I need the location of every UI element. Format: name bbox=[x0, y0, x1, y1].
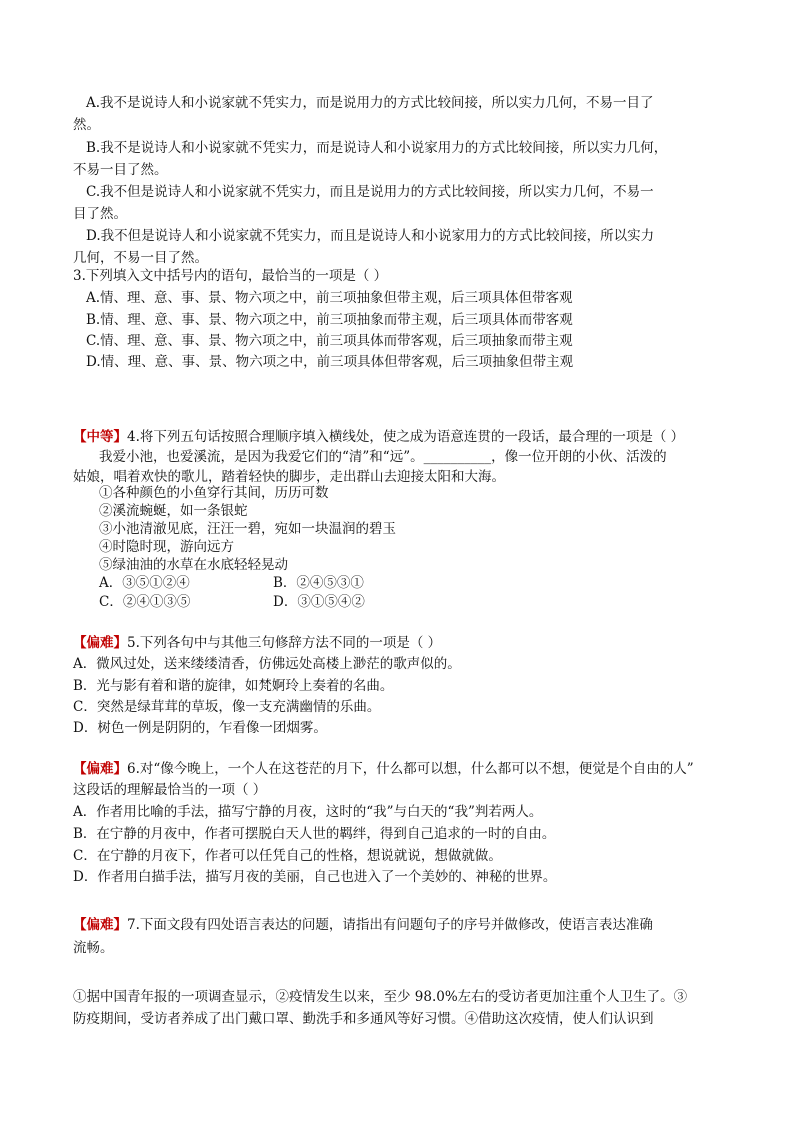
q3-option-d: D.情、理、意、事、景、物六项之中，前三项具体但带客观，后三项抽象但带主观 bbox=[86, 354, 574, 370]
difficulty-badge: 【偏难】 bbox=[73, 917, 127, 933]
q4-item-5: ⑤绿油油的水草在水底轻轻晃动 bbox=[99, 557, 288, 573]
q2-option-a-line2: 然。 bbox=[73, 117, 100, 133]
q5-option-d: D．树色一例是阴阴的，乍看像一团烟雾。 bbox=[73, 720, 327, 736]
q4-passage-line2: 姑娘，唱着欢快的歌儿，踏着轻快的脚步，走出群山去迎接太阳和大海。 bbox=[73, 469, 505, 485]
q4-stem: 4.将下列五句话按照合理顺序填入横线处，使之成为语意连贯的一段话，最合理的一项是（ ） bbox=[127, 429, 685, 445]
q7-passage-line1: ①据中国青年报的一项调查显示，②疫情发生以来，至少 98.0%左右的受访者更加注重个人卫生了。③ bbox=[73, 989, 688, 1005]
q2-option-d-line1: D.我不但是说诗人和小说家就不凭实力，而且是说诗人和小说家用力的方式比较间接，所以实力 bbox=[86, 228, 655, 244]
q6-option-b: B．在宁静的月夜中，作者可摆脱白天人世的羁绊，得到自己追求的一时的自由。 bbox=[73, 826, 556, 842]
q2-option-d-line2: 几何，不易一目了然。 bbox=[73, 250, 208, 266]
q5-option-a: A．微风过处，送来缕缕清香，仿佛远处高楼上渺茫的歌声似的。 bbox=[73, 656, 461, 672]
q4-option-d: D．③①⑤④② bbox=[273, 594, 365, 610]
q2-option-b-line1: B.我不是说诗人和小说家就不凭实力，而是说诗人和小说家用力的方式比较间接，所以实力几何， bbox=[86, 140, 668, 156]
q4-passage-line1: 我爱小池，也爱溪流，是因为我爱它们的“清”和“远”。__________，像一位开朗的小伙、活泼的 bbox=[99, 449, 667, 465]
q6-stem-line1 bbox=[73, 759, 694, 779]
q3-option-c: C.情、理、意、事、景、物六项之中，前三项具体而带客观，后三项抽象而带主观 bbox=[86, 333, 573, 349]
q6-option-d: D．作者用白描手法，描写月夜的美丽，自己也进入了一个美妙的、神秘的世界。 bbox=[73, 869, 557, 885]
q4-item-4: ④时隐时现，游向远方 bbox=[99, 539, 234, 555]
q4-item-3: ③小池清澈见底，汪汪一碧，宛如一块温润的碧玉 bbox=[99, 521, 396, 537]
q4-option-a: A．③⑤①②④ bbox=[99, 575, 190, 591]
q5-stem: 5.下列各句中与其他三句修辞方法不同的一项是（ ） bbox=[127, 635, 442, 651]
q4-option-b: B．②④⑤③① bbox=[273, 575, 364, 591]
q4-stem-line bbox=[73, 427, 684, 447]
q2-option-c-line2: 目了然。 bbox=[73, 206, 127, 222]
q4-item-1: ①各种颜色的小鱼穿行其间，历历可数 bbox=[99, 485, 329, 501]
q7-passage-line2: 防疫期间，受访者养成了出门戴口罩、勤洗手和多通风等好习惯。④借助这次疫情，使人们认识到 bbox=[73, 1011, 654, 1027]
difficulty-badge: 【偏难】 bbox=[73, 635, 127, 651]
q3-option-a: A.情、理、意、事、景、物六项之中，前三项抽象但带主观，后三项具体但带客观 bbox=[86, 290, 573, 306]
q6-option-a: A．作者用比喻的手法，描写宁静的月夜，这时的“我”与白天的“我”判若两人。 bbox=[73, 804, 543, 820]
q4-option-c: C．②④①③⑤ bbox=[99, 594, 191, 610]
q2-option-b-line2: 不易一目了然。 bbox=[73, 162, 168, 178]
q2-option-c-line1: C.我不但是说诗人和小说家就不凭实力，而且是说用力的方式比较间接，所以实力几何，不易一 bbox=[86, 184, 654, 200]
q4-item-2: ②溪流蜿蜒，如一条银蛇 bbox=[99, 503, 248, 519]
difficulty-badge: 【中等】 bbox=[73, 429, 127, 445]
q5-option-c: C．突然是绿茸茸的草坂，像一支充满幽情的乐曲。 bbox=[73, 699, 381, 715]
q2-option-a-line1: A.我不是说诗人和小说家就不凭实力，而是说用力的方式比较间接，所以实力几何，不易一目了 bbox=[86, 95, 654, 111]
q6-option-c: C．在宁静的月夜下，作者可以任凭自己的性格，想说就说，想做就做。 bbox=[73, 848, 502, 864]
q5-stem-line bbox=[73, 633, 441, 653]
q3-stem: 3.下列填入文中括号内的语句，最恰当的一项是（ ） bbox=[73, 268, 388, 284]
q7-stem: 7.下面文段有四处语言表达的问题，请指出有问题句子的序号并做修改，使语言表达准确 bbox=[127, 917, 653, 933]
q5-option-b: B．光与影有着和谐的旋律，如梵婀玲上奏着的名曲。 bbox=[73, 678, 394, 694]
q6-stem: 6.对“像今晚上，一个人在这苍茫的月下，什么都可以想，什么都可以不想，便觉是个自由的人” bbox=[127, 761, 694, 777]
q6-stem-line2: 这段话的理解最恰当的一项（ ） bbox=[73, 782, 267, 798]
q7-stem-line2: 流畅。 bbox=[73, 940, 114, 956]
q3-option-b: B.情、理、意、事、景、物六项之中，前三项抽象而带主观，后三项具体而带客观 bbox=[86, 312, 573, 328]
difficulty-badge: 【偏难】 bbox=[73, 761, 127, 777]
q7-stem-line1 bbox=[73, 915, 653, 935]
